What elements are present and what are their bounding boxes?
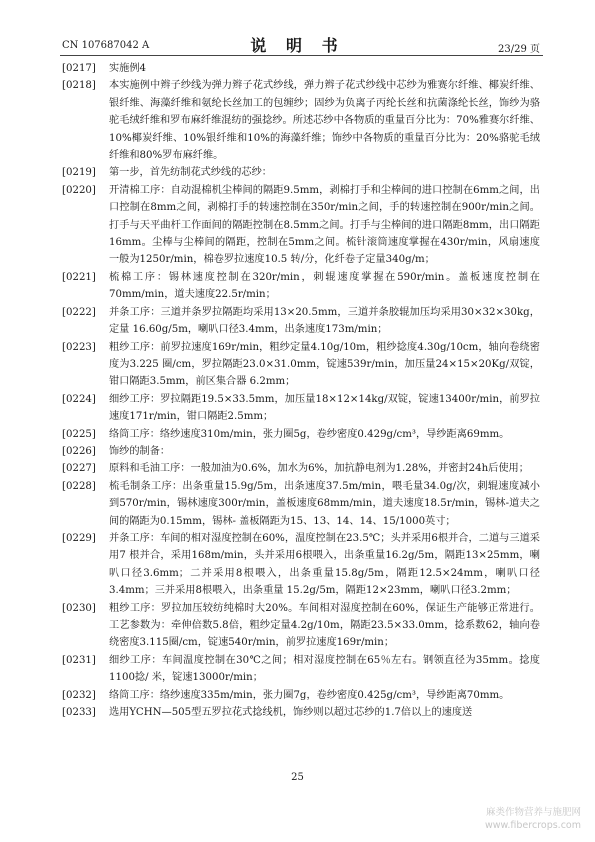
paragraph-number: [0226] xyxy=(62,445,96,457)
paragraph-number: [0220] xyxy=(62,184,96,196)
paragraph-number: [0225] xyxy=(62,428,96,440)
paragraph xyxy=(62,652,540,687)
paragraph xyxy=(62,426,540,443)
paragraph-text: 梳毛制条工序：出条重量15.9g/5m，出条速度37.5m/min，喂毛量34.0g/次，刺辊速度减小到570r/min，锡林速度300r/min，盖板速度68mm/min，道夫速度18.5r/min，锡林-道夫之间的隔距为0.15mm，锡林- 盖板隔距为15、13、14、14、15/1000英寸； xyxy=(109,480,540,527)
paragraph-text: 饰纱的制备： xyxy=(109,445,171,457)
paragraph-text: 实施例4 xyxy=(109,63,147,74)
paragraph xyxy=(62,304,540,339)
paragraph-number: [0233] xyxy=(62,707,96,719)
patent-number: CN 107687042 A xyxy=(62,40,150,51)
paragraph-text: 并条工序：车间的相对湿度控制在60%，温度控制在23.5℃；头并采用6根并合，二道与三道采用7 根并合，采用168m/min，头并采用6根喂入，出条重量16.2g/5m，隔距13×25mm，喇叭口径3.6mm；二并采用8根喂入，出条重量15.8g/5m，隔距12.5×24mm，喇叭口径3.4mm；三并采用8根喂入，出条重量 15.2g/5m，隔距12×23mm，喇叭口径3.2mm； xyxy=(109,532,540,597)
paragraph-number: [0230] xyxy=(62,602,96,614)
paragraph-number: [0223] xyxy=(62,341,96,353)
paragraph xyxy=(62,704,540,721)
paragraph-text: 选用YCHN—505型五罗拉花式捻线机，饰纱则以超过芯纱的1.7倍以上的速度送 xyxy=(109,707,473,719)
paragraph-number: [0218] xyxy=(62,80,96,92)
paragraph-text: 梳棉工序：锡林速度控制在320r/min，刺辊速度掌握在590r/min。盖板速度控制在70mm/min，道夫速度22.5r/min； xyxy=(109,271,540,301)
page-indicator: 23/29 页 xyxy=(498,44,540,55)
paragraph xyxy=(62,182,540,269)
page-number: 25 xyxy=(291,772,304,783)
paragraph xyxy=(62,164,540,181)
paragraph xyxy=(62,391,540,426)
paragraph xyxy=(62,443,540,460)
paragraph-number: [0229] xyxy=(62,532,96,544)
paragraph-text: 原料和毛油工序：一般加油为0.6%，加水为6%，加抗静电剂为1.28%，并密封24h后使用； xyxy=(109,463,529,475)
paragraph xyxy=(62,478,540,530)
paragraph xyxy=(62,60,540,77)
paragraph-number: [0231] xyxy=(62,654,96,666)
paragraph-text: 细纱工序：罗拉隔距19.5×33.5mm，加压量18×12×14kg/双锭，锭速13400r/min，前罗拉速度171r/min，钳口隔距2.5mm； xyxy=(109,393,540,423)
site-watermark xyxy=(485,806,581,832)
paragraph xyxy=(62,339,540,391)
document-title: 说 明 书 xyxy=(250,36,345,55)
paragraph xyxy=(62,687,540,704)
paragraph-text: 并条工序：三道并条罗拉隔距均采用13×20.5mm，三道并条胶辊加压均采用30×32×30kg，定量 16.60g/5m，喇叭口径3.4mm，出条速度173m/min； xyxy=(109,306,540,336)
paragraph xyxy=(62,269,540,304)
paragraph-number: [0221] xyxy=(62,271,96,283)
paragraph-number: [0217] xyxy=(62,63,96,74)
header-divider xyxy=(60,55,543,56)
description-body xyxy=(62,60,540,721)
paragraph-number: [0227] xyxy=(62,463,96,475)
paragraph xyxy=(62,530,540,600)
paragraph-number: [0232] xyxy=(62,689,96,701)
paragraph-number: [0219] xyxy=(62,167,96,179)
paragraph-number: [0222] xyxy=(62,306,96,318)
paragraph-text: 本实施例中辫子纱线为弹力辫子花式纱线，弹力辫子花式纱线中芯纱为雅赛尔纤维、椰炭纤维、银纤维、海藻纤维和氨纶长丝加工的包缠纱；固纱为负离子丙纶长丝和抗菌涤纶长丝，饰纱为骆驼毛绒纤维和罗布麻纤维混纺的强捻纱。所述芯纱中各物质的重量百分比为：70%雅赛尔纤维、10%椰炭纤维、10%银纤维和10%的海藻纤维；饰纱中各物质的重量百分比为：20%骆驼毛绒纤维和80%罗布麻纤维。 xyxy=(109,80,540,162)
paragraph xyxy=(62,77,540,164)
watermark-url: www.fibercrops.com xyxy=(484,820,581,831)
paragraph-text: 络筒工序：络纱速度335m/min，张力圈7g，卷纱密度0.425g/cm³，导纱距离70mm。 xyxy=(109,689,510,701)
paragraph xyxy=(62,600,540,652)
paragraph-text: 络筒工序：络纱速度310m/min，张力圈5g，卷纱密度0.429g/cm³，导纱距离69mm。 xyxy=(109,428,510,440)
paragraph-number: [0228] xyxy=(62,480,96,492)
paragraph-text: 粗纱工序：前罗拉速度169r/min，粗纱定量4.10g/10m，粗纱捻度4.30g/10cm，轴向卷绕密度为3.225 圈/cm，罗拉隔距23.0×31.0mm，锭速539r/min，加压量24×15×20Kg/双锭，钳口隔距3.5mm，前区集合器 6.2mm； xyxy=(109,341,540,388)
paragraph-number: [0224] xyxy=(62,393,96,405)
document-header xyxy=(0,0,595,58)
paragraph xyxy=(62,460,540,477)
paragraph-text: 第一步，首先纺制花式纱线的芯纱： xyxy=(109,167,272,179)
paragraph-text: 细纱工序：车间温度控制在30℃之间；相对湿度控制在65％左右。钢领直径为35mm。捻度1100捻/ 米，锭速13000r/min； xyxy=(109,654,540,684)
paragraph-text: 开清棉工序：自动混棉机尘棒间的隔距9.5mm，剥棉打手和尘棒间的进口控制在6mm之间，出口控制在8mm之间，剥棉打手的转速控制在350r/min之间，手的转速控制在900r/min之间。打手与天平曲杆工作面间的隔距控制在8.5mm之间。打手与尘棒间的进口隔距8mm，出口隔距16mm。尘棒与尘棒间的隔距，控制在5mm之间。梳针滚筒速度掌握在430r/min，风扇速度一般为1250r/min，棉卷罗拉速度10.5 转/分，化纤卷子定量340g/m； xyxy=(109,184,540,266)
watermark-site-name: 麻类作物营养与施肥网 xyxy=(485,807,581,818)
paragraph-text: 粗纱工序：罗拉加压较纺纯棉时大20%。车间相对湿度控制在60%，保证生产能够正常进行。工艺参数为：牵伸倍数5.8倍，粗纱定量4.2g/10m，隔距23.5×33.0mm，捻系数62，轴向卷绕密度3.115圈/cm，锭速540r/min，前罗拉速度169r/min； xyxy=(109,602,540,649)
